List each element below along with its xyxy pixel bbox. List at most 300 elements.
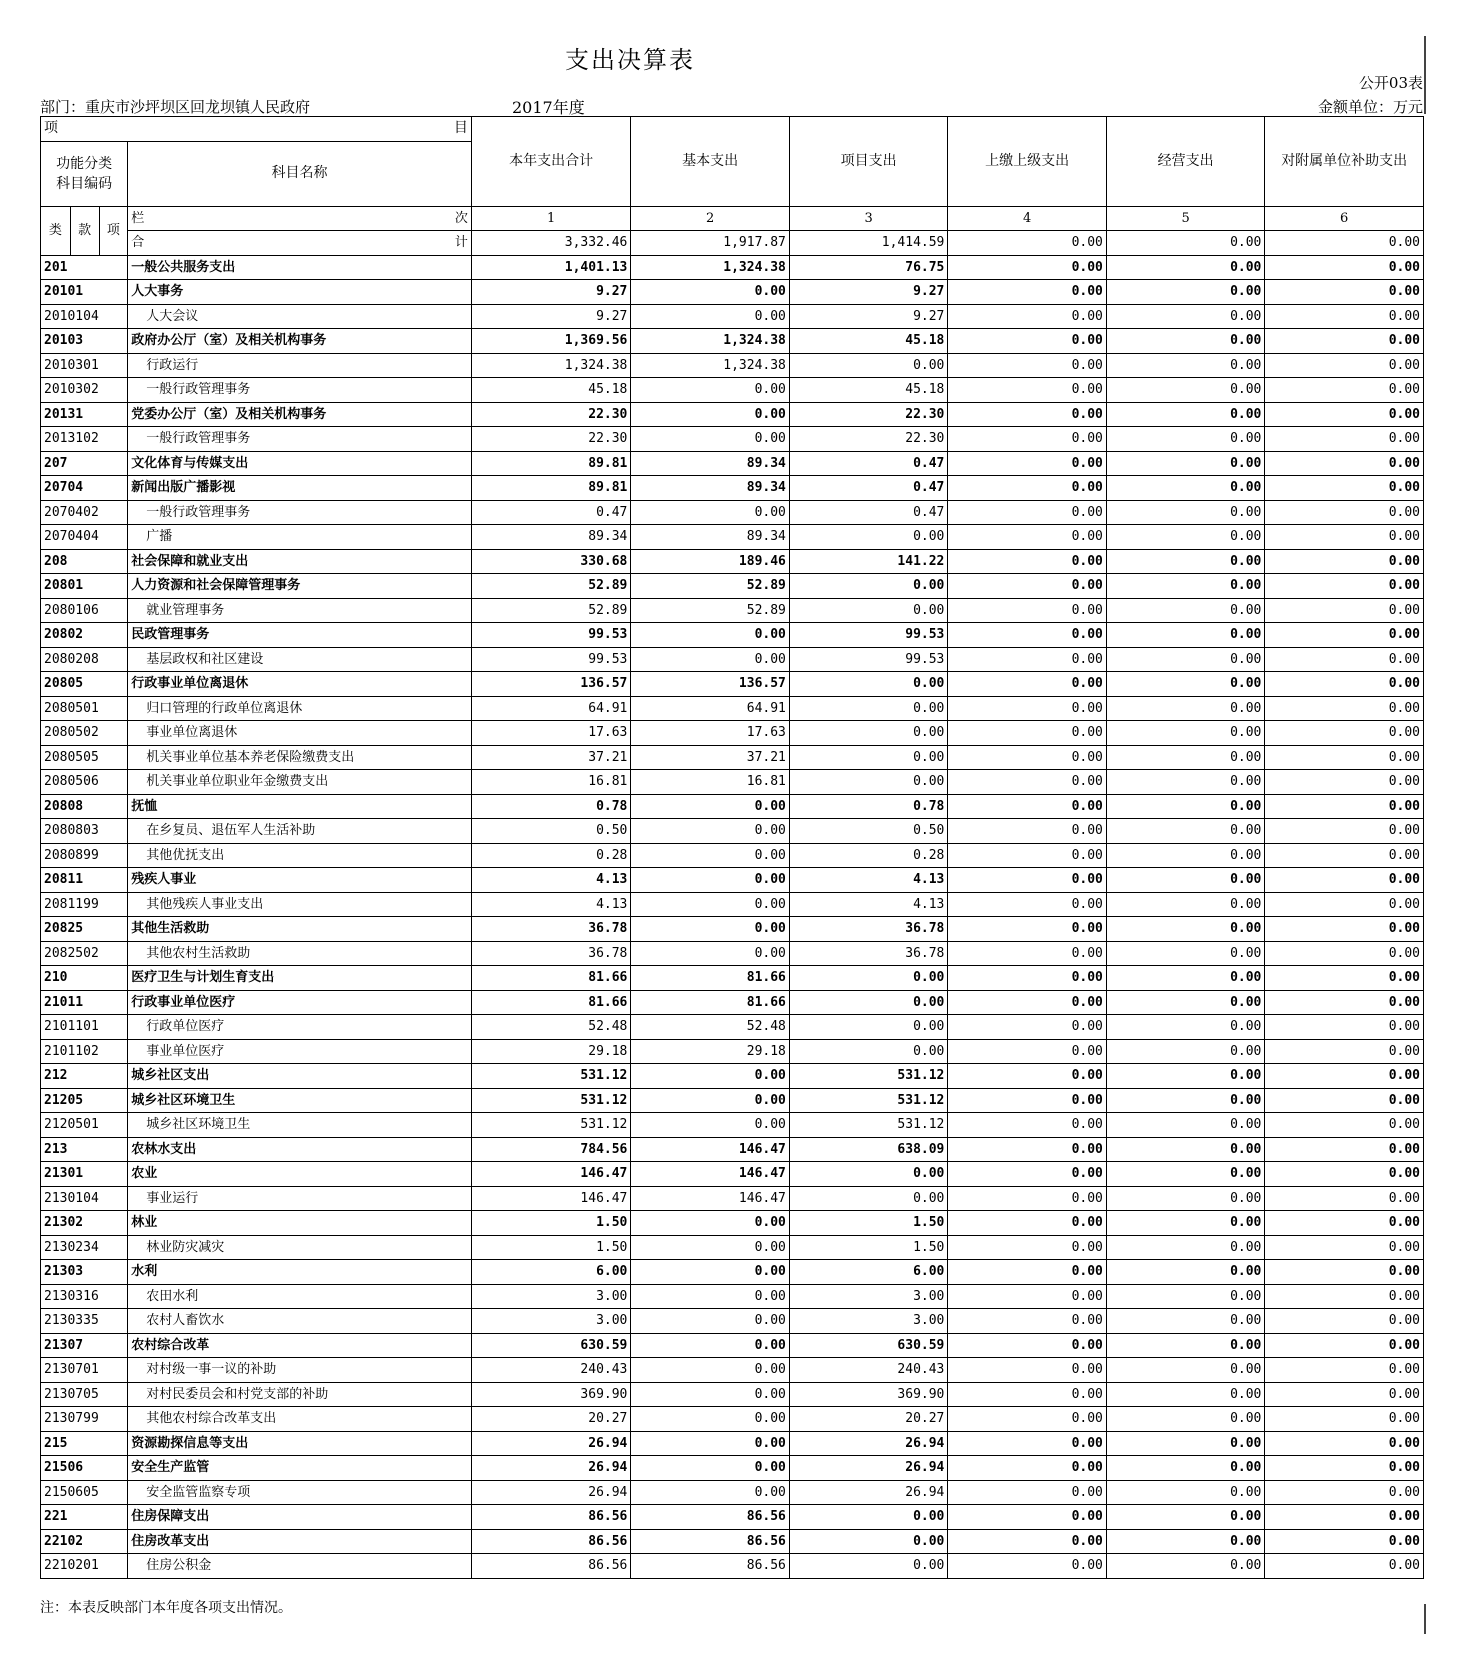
row-code: 2010301 xyxy=(41,353,128,378)
col-header-upper: 上缴上级支出 xyxy=(948,117,1107,207)
row-basic: 0.00 xyxy=(631,1456,790,1481)
row-business: 0.00 xyxy=(1106,574,1265,599)
row-subject-name: 机关事业单位基本养老保险缴费支出 xyxy=(128,745,472,770)
table-row xyxy=(41,1309,1424,1334)
row-total: 99.53 xyxy=(471,623,631,648)
row-upper: 0.00 xyxy=(948,255,1107,280)
row-total: 630.59 xyxy=(471,1333,631,1358)
row-total: 1,369.56 xyxy=(471,329,631,354)
table-row xyxy=(41,990,1424,1015)
row-subsidy: 0.00 xyxy=(1265,1186,1424,1211)
table-row xyxy=(41,353,1424,378)
row-project: 0.00 xyxy=(789,1162,948,1187)
row-subject-name: 资源勘探信息等支出 xyxy=(128,1431,472,1456)
table-row xyxy=(41,451,1424,476)
row-total: 37.21 xyxy=(471,745,631,770)
row-upper: 0.00 xyxy=(948,1554,1107,1579)
row-total: 22.30 xyxy=(471,402,631,427)
row-project: 22.30 xyxy=(789,427,948,452)
row-project: 0.00 xyxy=(789,1554,948,1579)
row-subsidy: 0.00 xyxy=(1265,476,1424,501)
row-subsidy: 0.00 xyxy=(1265,574,1424,599)
row-project: 36.78 xyxy=(789,917,948,942)
edge-divider-top xyxy=(1424,36,1426,114)
row-upper: 0.00 xyxy=(948,1113,1107,1138)
row-basic: 0.00 xyxy=(631,500,790,525)
row-code: 20802 xyxy=(41,623,128,648)
row-project: 26.94 xyxy=(789,1431,948,1456)
row-subsidy: 0.00 xyxy=(1265,1382,1424,1407)
row-subject-name: 行政事业单位离退休 xyxy=(128,672,472,697)
row-upper: 0.00 xyxy=(948,696,1107,721)
row-code: 2130705 xyxy=(41,1382,128,1407)
row-subject-name: 人大事务 xyxy=(128,280,472,305)
row-upper: 0.00 xyxy=(948,280,1107,305)
row-code: 21205 xyxy=(41,1088,128,1113)
page-title: 支出决算表 xyxy=(565,46,695,74)
row-total: 531.12 xyxy=(471,1064,631,1089)
row-basic: 89.34 xyxy=(631,451,790,476)
row-upper: 0.00 xyxy=(948,1235,1107,1260)
table-row xyxy=(41,1113,1424,1138)
row-business: 0.00 xyxy=(1106,525,1265,550)
col-number-3: 3 xyxy=(789,206,948,231)
row-subject-name: 事业运行 xyxy=(128,1186,472,1211)
row-code: 207 xyxy=(41,451,128,476)
row-subject-name: 机关事业单位职业年金缴费支出 xyxy=(128,770,472,795)
row-total: 0.47 xyxy=(471,500,631,525)
row-total: 52.48 xyxy=(471,1015,631,1040)
row-business: 0.00 xyxy=(1106,353,1265,378)
total-label xyxy=(128,231,472,256)
row-subsidy: 0.00 xyxy=(1265,770,1424,795)
row-subsidy: 0.00 xyxy=(1265,329,1424,354)
row-subject-name: 安全监管监察专项 xyxy=(128,1480,472,1505)
row-business: 0.00 xyxy=(1106,843,1265,868)
row-total: 1,401.13 xyxy=(471,255,631,280)
row-total: 3.00 xyxy=(471,1309,631,1334)
row-subsidy: 0.00 xyxy=(1265,1039,1424,1064)
row-subsidy: 0.00 xyxy=(1265,990,1424,1015)
row-project: 0.78 xyxy=(789,794,948,819)
row-project: 99.53 xyxy=(789,623,948,648)
row-subject-name: 城乡社区环境卫生 xyxy=(128,1088,472,1113)
table-row xyxy=(41,721,1424,746)
row-total: 3.00 xyxy=(471,1284,631,1309)
row-code: 2130234 xyxy=(41,1235,128,1260)
table-row xyxy=(41,1137,1424,1162)
row-code: 20825 xyxy=(41,917,128,942)
row-basic: 189.46 xyxy=(631,549,790,574)
table-row xyxy=(41,843,1424,868)
row-upper: 0.00 xyxy=(948,770,1107,795)
row-code: 22102 xyxy=(41,1529,128,1554)
row-project: 20.27 xyxy=(789,1407,948,1432)
row-basic: 0.00 xyxy=(631,1284,790,1309)
row-subsidy: 0.00 xyxy=(1265,819,1424,844)
row-project: 0.00 xyxy=(789,1505,948,1530)
row-code: 212 xyxy=(41,1064,128,1089)
table-row xyxy=(41,1382,1424,1407)
total-sum: 3,332.46 xyxy=(471,231,631,256)
row-subject-name: 在乡复员、退伍军人生活补助 xyxy=(128,819,472,844)
row-code: 20801 xyxy=(41,574,128,599)
row-basic: 0.00 xyxy=(631,941,790,966)
row-total: 64.91 xyxy=(471,696,631,721)
row-upper: 0.00 xyxy=(948,794,1107,819)
row-basic: 0.00 xyxy=(631,623,790,648)
row-upper: 0.00 xyxy=(948,721,1107,746)
row-total: 4.13 xyxy=(471,892,631,917)
row-project: 0.00 xyxy=(789,745,948,770)
row-subsidy: 0.00 xyxy=(1265,917,1424,942)
row-project: 0.47 xyxy=(789,500,948,525)
row-project: 1.50 xyxy=(789,1211,948,1236)
row-subsidy: 0.00 xyxy=(1265,966,1424,991)
row-business: 0.00 xyxy=(1106,1333,1265,1358)
total-project: 1,414.59 xyxy=(789,231,948,256)
total-basic: 1,917.87 xyxy=(631,231,790,256)
row-business: 0.00 xyxy=(1106,1235,1265,1260)
table-row xyxy=(41,1162,1424,1187)
row-subsidy: 0.00 xyxy=(1265,745,1424,770)
col-header-business: 经营支出 xyxy=(1106,117,1265,207)
row-subsidy: 0.00 xyxy=(1265,647,1424,672)
row-upper: 0.00 xyxy=(948,476,1107,501)
row-subject-name: 政府办公厅（室）及相关机构事务 xyxy=(128,329,472,354)
row-upper: 0.00 xyxy=(948,647,1107,672)
row-total: 1.50 xyxy=(471,1235,631,1260)
row-business: 0.00 xyxy=(1106,1113,1265,1138)
table-row xyxy=(41,647,1424,672)
header-xiang2: 项 xyxy=(99,206,128,255)
row-subsidy: 0.00 xyxy=(1265,941,1424,966)
row-total: 26.94 xyxy=(471,1480,631,1505)
row-total: 89.34 xyxy=(471,525,631,550)
row-total: 369.90 xyxy=(471,1382,631,1407)
row-total: 1.50 xyxy=(471,1211,631,1236)
row-business: 0.00 xyxy=(1106,427,1265,452)
table-row xyxy=(41,1358,1424,1383)
row-code: 21303 xyxy=(41,1260,128,1285)
row-basic: 0.00 xyxy=(631,843,790,868)
row-total: 1,324.38 xyxy=(471,353,631,378)
row-total: 330.68 xyxy=(471,549,631,574)
row-subject-name: 广播 xyxy=(128,525,472,550)
row-code: 2130316 xyxy=(41,1284,128,1309)
table-row xyxy=(41,549,1424,574)
row-subject-name: 归口管理的行政单位离退休 xyxy=(128,696,472,721)
row-project: 0.50 xyxy=(789,819,948,844)
row-total: 531.12 xyxy=(471,1113,631,1138)
row-business: 0.00 xyxy=(1106,647,1265,672)
row-code: 2080501 xyxy=(41,696,128,721)
row-total: 36.78 xyxy=(471,917,631,942)
row-upper: 0.00 xyxy=(948,843,1107,868)
row-code: 2150605 xyxy=(41,1480,128,1505)
row-code: 20805 xyxy=(41,672,128,697)
row-subsidy: 0.00 xyxy=(1265,623,1424,648)
row-code: 2070404 xyxy=(41,525,128,550)
row-subsidy: 0.00 xyxy=(1265,1529,1424,1554)
row-subject-name: 医疗卫生与计划生育支出 xyxy=(128,966,472,991)
row-business: 0.00 xyxy=(1106,1431,1265,1456)
row-upper: 0.00 xyxy=(948,525,1107,550)
row-subsidy: 0.00 xyxy=(1265,1554,1424,1579)
row-subject-name: 事业单位离退休 xyxy=(128,721,472,746)
row-subject-name: 对村民委员会和村党支部的补助 xyxy=(128,1382,472,1407)
row-basic: 0.00 xyxy=(631,1431,790,1456)
row-total: 16.81 xyxy=(471,770,631,795)
row-subject-name: 其他优抚支出 xyxy=(128,843,472,868)
row-code: 2080106 xyxy=(41,598,128,623)
row-upper: 0.00 xyxy=(948,990,1107,1015)
row-subject-name: 抚恤 xyxy=(128,794,472,819)
row-project: 36.78 xyxy=(789,941,948,966)
row-upper: 0.00 xyxy=(948,1480,1107,1505)
row-subsidy: 0.00 xyxy=(1265,525,1424,550)
row-basic: 146.47 xyxy=(631,1162,790,1187)
row-total: 0.50 xyxy=(471,819,631,844)
row-subsidy: 0.00 xyxy=(1265,1162,1424,1187)
row-total: 0.78 xyxy=(471,794,631,819)
row-subsidy: 0.00 xyxy=(1265,280,1424,305)
row-total: 9.27 xyxy=(471,280,631,305)
row-subsidy: 0.00 xyxy=(1265,1064,1424,1089)
row-subsidy: 0.00 xyxy=(1265,1015,1424,1040)
row-basic: 1,324.38 xyxy=(631,353,790,378)
amount-unit: 金额单位：万元 xyxy=(1317,98,1423,116)
row-business: 0.00 xyxy=(1106,672,1265,697)
row-code: 2130335 xyxy=(41,1309,128,1334)
total-ji: 计 xyxy=(454,235,468,251)
row-basic: 136.57 xyxy=(631,672,790,697)
row-subject-name: 一般行政管理事务 xyxy=(128,427,472,452)
row-basic: 0.00 xyxy=(631,892,790,917)
table-row xyxy=(41,770,1424,795)
edge-divider-bottom xyxy=(1424,1604,1426,1634)
row-upper: 0.00 xyxy=(948,1162,1107,1187)
row-subsidy: 0.00 xyxy=(1265,1480,1424,1505)
row-project: 240.43 xyxy=(789,1358,948,1383)
row-subject-name: 住房改革支出 xyxy=(128,1529,472,1554)
row-subject-name: 人大会议 xyxy=(128,304,472,329)
header-lan-ci xyxy=(128,206,472,231)
row-basic: 64.91 xyxy=(631,696,790,721)
row-subsidy: 0.00 xyxy=(1265,1456,1424,1481)
row-subject-name: 其他农村综合改革支出 xyxy=(128,1407,472,1432)
table-row xyxy=(41,329,1424,354)
row-project: 45.18 xyxy=(789,329,948,354)
row-business: 0.00 xyxy=(1106,892,1265,917)
row-upper: 0.00 xyxy=(948,427,1107,452)
header-func-code-line1: 功能分类 xyxy=(56,155,113,172)
row-basic: 52.89 xyxy=(631,598,790,623)
row-basic: 52.48 xyxy=(631,1015,790,1040)
row-business: 0.00 xyxy=(1106,598,1265,623)
row-subsidy: 0.00 xyxy=(1265,598,1424,623)
row-subsidy: 0.00 xyxy=(1265,353,1424,378)
row-subsidy: 0.00 xyxy=(1265,1088,1424,1113)
row-total: 29.18 xyxy=(471,1039,631,1064)
row-business: 0.00 xyxy=(1106,1309,1265,1334)
row-code: 2010302 xyxy=(41,378,128,403)
row-project: 0.00 xyxy=(789,1015,948,1040)
row-subject-name: 残疾人事业 xyxy=(128,868,472,893)
row-business: 0.00 xyxy=(1106,1211,1265,1236)
row-total: 4.13 xyxy=(471,868,631,893)
row-subsidy: 0.00 xyxy=(1265,1358,1424,1383)
row-project: 0.00 xyxy=(789,696,948,721)
row-basic: 0.00 xyxy=(631,1211,790,1236)
row-basic: 0.00 xyxy=(631,647,790,672)
row-subject-name: 新闻出版广播影视 xyxy=(128,476,472,501)
row-code: 2010104 xyxy=(41,304,128,329)
row-subject-name: 行政运行 xyxy=(128,353,472,378)
row-subject-name: 水利 xyxy=(128,1260,472,1285)
row-basic: 86.56 xyxy=(631,1529,790,1554)
row-upper: 0.00 xyxy=(948,745,1107,770)
table-row xyxy=(41,941,1424,966)
row-upper: 0.00 xyxy=(948,1088,1107,1113)
header-subject-name: 科目名称 xyxy=(128,141,472,206)
table-row xyxy=(41,672,1424,697)
row-project: 531.12 xyxy=(789,1113,948,1138)
row-basic: 146.47 xyxy=(631,1137,790,1162)
row-subsidy: 0.00 xyxy=(1265,1333,1424,1358)
table-row xyxy=(41,304,1424,329)
row-code: 20101 xyxy=(41,280,128,305)
row-business: 0.00 xyxy=(1106,1260,1265,1285)
row-basic: 0.00 xyxy=(631,1113,790,1138)
row-code: 2130104 xyxy=(41,1186,128,1211)
row-business: 0.00 xyxy=(1106,378,1265,403)
row-upper: 0.00 xyxy=(948,574,1107,599)
row-code: 215 xyxy=(41,1431,128,1456)
row-basic: 81.66 xyxy=(631,966,790,991)
row-total: 36.78 xyxy=(471,941,631,966)
row-upper: 0.00 xyxy=(948,1382,1107,1407)
row-basic: 0.00 xyxy=(631,402,790,427)
table-row xyxy=(41,868,1424,893)
row-business: 0.00 xyxy=(1106,1480,1265,1505)
col-header-subsidy: 对附属单位补助支出 xyxy=(1265,117,1424,207)
row-subsidy: 0.00 xyxy=(1265,721,1424,746)
row-code: 2101101 xyxy=(41,1015,128,1040)
row-total: 52.89 xyxy=(471,574,631,599)
row-subject-name: 其他生活救助 xyxy=(128,917,472,942)
row-basic: 1,324.38 xyxy=(631,255,790,280)
row-code: 2080505 xyxy=(41,745,128,770)
row-basic: 52.89 xyxy=(631,574,790,599)
row-business: 0.00 xyxy=(1106,770,1265,795)
row-subsidy: 0.00 xyxy=(1265,1260,1424,1285)
table-row xyxy=(41,1431,1424,1456)
row-code: 221 xyxy=(41,1505,128,1530)
fiscal-year: 2017年度 xyxy=(512,98,585,117)
row-code: 21302 xyxy=(41,1211,128,1236)
form-number: 公开03表 xyxy=(1358,74,1423,92)
row-upper: 0.00 xyxy=(948,1309,1107,1334)
row-business: 0.00 xyxy=(1106,868,1265,893)
row-project: 3.00 xyxy=(789,1309,948,1334)
row-business: 0.00 xyxy=(1106,451,1265,476)
row-business: 0.00 xyxy=(1106,500,1265,525)
row-total: 86.56 xyxy=(471,1554,631,1579)
table-row xyxy=(41,623,1424,648)
row-upper: 0.00 xyxy=(948,941,1107,966)
header-lei: 类 xyxy=(41,206,71,255)
total-upper: 0.00 xyxy=(948,231,1107,256)
row-basic: 0.00 xyxy=(631,304,790,329)
row-subject-name: 一般公共服务支出 xyxy=(128,255,472,280)
row-project: 369.90 xyxy=(789,1382,948,1407)
row-subject-name: 农田水利 xyxy=(128,1284,472,1309)
row-upper: 0.00 xyxy=(948,623,1107,648)
row-subsidy: 0.00 xyxy=(1265,794,1424,819)
row-subject-name: 城乡社区环境卫生 xyxy=(128,1113,472,1138)
footer-note: 注：本表反映部门本年度各项支出情况。 xyxy=(40,1600,292,1616)
table-row xyxy=(41,1505,1424,1530)
row-business: 0.00 xyxy=(1106,304,1265,329)
row-business: 0.00 xyxy=(1106,1456,1265,1481)
row-upper: 0.00 xyxy=(948,1456,1107,1481)
row-basic: 81.66 xyxy=(631,990,790,1015)
row-code: 2080506 xyxy=(41,770,128,795)
row-code: 21011 xyxy=(41,990,128,1015)
row-project: 0.28 xyxy=(789,843,948,868)
row-basic: 0.00 xyxy=(631,1260,790,1285)
row-subject-name: 行政事业单位医疗 xyxy=(128,990,472,1015)
row-project: 0.00 xyxy=(789,721,948,746)
table-row xyxy=(41,794,1424,819)
row-subject-name: 住房公积金 xyxy=(128,1554,472,1579)
table-row xyxy=(41,1064,1424,1089)
row-code: 201 xyxy=(41,255,128,280)
row-total: 89.81 xyxy=(471,451,631,476)
row-subsidy: 0.00 xyxy=(1265,843,1424,868)
row-subsidy: 0.00 xyxy=(1265,549,1424,574)
row-subject-name: 基层政权和社区建设 xyxy=(128,647,472,672)
table-row xyxy=(41,819,1424,844)
row-subject-name: 文化体育与传媒支出 xyxy=(128,451,472,476)
table-row xyxy=(41,1554,1424,1579)
row-upper: 0.00 xyxy=(948,1505,1107,1530)
row-basic: 17.63 xyxy=(631,721,790,746)
row-project: 141.22 xyxy=(789,549,948,574)
row-business: 0.00 xyxy=(1106,941,1265,966)
row-upper: 0.00 xyxy=(948,1211,1107,1236)
row-project: 4.13 xyxy=(789,868,948,893)
col-header-project: 项目支出 xyxy=(789,117,948,207)
row-basic: 0.00 xyxy=(631,1088,790,1113)
row-basic: 0.00 xyxy=(631,378,790,403)
row-code: 2081199 xyxy=(41,892,128,917)
row-basic: 0.00 xyxy=(631,280,790,305)
row-subject-name: 林业防灾减灾 xyxy=(128,1235,472,1260)
row-basic: 0.00 xyxy=(631,819,790,844)
row-business: 0.00 xyxy=(1106,794,1265,819)
row-business: 0.00 xyxy=(1106,255,1265,280)
row-total: 99.53 xyxy=(471,647,631,672)
department-label: 部门：重庆市沙坪坝区回龙坝镇人民政府 xyxy=(40,98,311,116)
row-business: 0.00 xyxy=(1106,1505,1265,1530)
row-basic: 86.56 xyxy=(631,1554,790,1579)
row-subject-name: 农村人畜饮水 xyxy=(128,1309,472,1334)
row-total: 6.00 xyxy=(471,1260,631,1285)
row-business: 0.00 xyxy=(1106,1407,1265,1432)
row-upper: 0.00 xyxy=(948,329,1107,354)
